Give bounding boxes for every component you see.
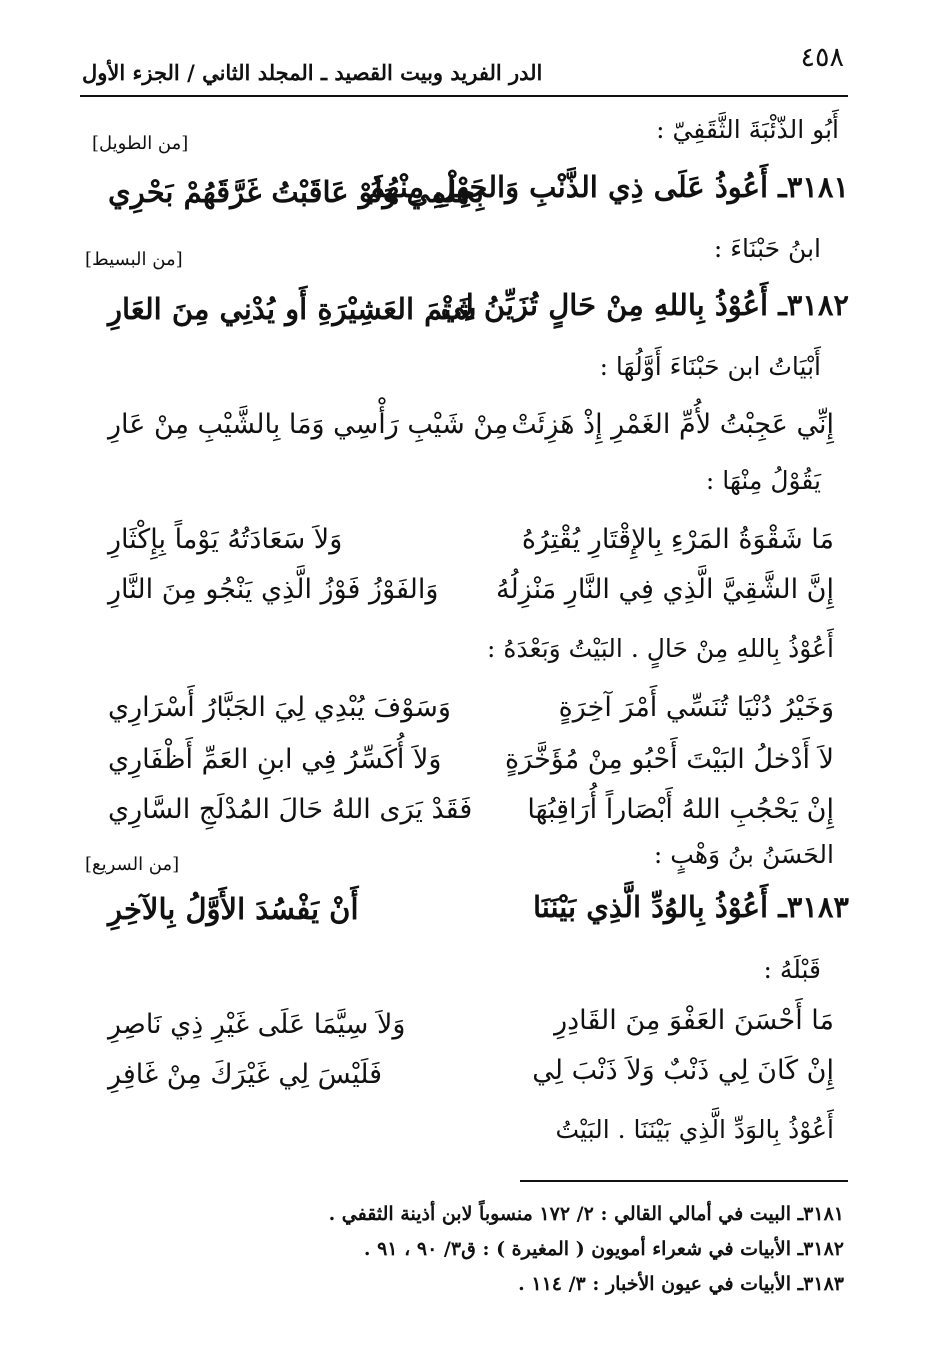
verse-second-hemistich: أَنْ يَفْسُدَ الأَوَّلُ بِالآخِرِ [108,892,359,926]
footnote-rule [520,1180,848,1182]
verse-second-hemistich: وَسَوْفَ يُبْدِي لِيَ الجَبَّارُ أَسْرَارِي [108,692,451,723]
verse-second-hemistich: وَلاَ سِيَّمَا عَلَى غَيْرِ ذِي نَاصِرِ [108,1009,406,1040]
meter-label: [من البسيط] [85,249,183,270]
verse-first-hemistich: إِنَّ الشَّقِيَّ الَّذِي فِي النَّارِ مَنْزِلُهُ [495,574,834,605]
verse-first-hemistich: مَا شَقْوَةُ المَرْءِ بِالإِقْتَارِ يُقْتِرُهُ [521,524,834,555]
meter-label: [من الطويل] [92,133,189,154]
verse-second-hemistich: وَلاَ سَعَادَتُهُ يَوْماً بِإِكْثَارِ [108,524,343,555]
verse-first-hemistich: إِنْ كَانَ لِي ذَنْبٌ وَلاَ ذَنْبَ لِي [532,1055,834,1086]
verse-second-hemistich: فَلَيْسَ لِي غَيْرَكَ مِنْ غَافِرِ [108,1059,383,1090]
verse-first-hemistich: إِنِّي عَجِبْتُ لأُمِّ الغَمْرِ إِذْ هَزِئَتْ [511,409,834,440]
footnote: ٣١٨١ـ البيت في أمالي القالي : ٢/ ١٧٢ منسوباً لابن أذينة الثقفي . [328,1203,844,1225]
header-rule [80,95,848,97]
verse-second-hemistich: بِحِلْمِي وَلَوْ عَاقَبْتُ غَرَّقَهُمْ بَحْرِي [108,175,484,209]
poet-name: الحَسَنُ بنُ وَهْبٍ : [653,840,834,869]
footnote: ٣١٨٣ـ الأبيات في عيون الأخبار : ٣/ ١١٤ . [518,1273,844,1295]
page-number: ٤٥٨ [800,42,844,73]
commentary-line: قَبْلَهُ : [763,955,821,984]
meter-label: [من السريع] [85,854,180,875]
verse-second-hemistich: شَتْمَ العَشِيْرَةِ أَو يُدْنِي مِنَ العَارِ [108,292,477,326]
verse-first-hemistich: لاَ أَدْخلُ البَيْتَ أَحْبُو مِنْ مُؤَخَّرَةٍ [505,744,834,775]
verse-first-hemistich: مَا أَحْسَنَ العَفْوَ مِنَ القَادِرِ [554,1005,834,1036]
verse-first-hemistich: ٣١٨٢ـ أَعُوْذُ بِاللهِ مِنْ حَالٍ تُزَيِّنُ لِي [440,288,849,322]
footnote: ٣١٨٢ـ الأبيات في شعراء أمويون ( المغيرة ) : ق٣/ ٩٠ ، ٩١ . [363,1238,844,1260]
poet-name: ابنُ حَبْنَاءَ : [713,234,821,263]
poet-name: أَبُو الذّئْبَةَ الثَّقَفِيّ : [656,115,839,144]
commentary-line: أَبْيَاتُ ابن حَبْنَاءَ أَوَّلُهَا : [599,352,821,381]
verse-second-hemistich: وَالفَوْزُ فَوْزُ الَّذِي يَنْجُو مِنَ النَّارِ [108,574,439,605]
verse-first-hemistich: إِنْ يَحْجُبِ اللهُ أَبْصَاراً أُرَاقِبُهَا [527,794,834,825]
verse-first-hemistich: ٣١٨٣ـ أَعُوْذُ بِالوُدِّ الَّذِي بَيْنَنَا [532,890,849,924]
commentary-line: يَقُوْلُ مِنْهَا : [705,466,821,495]
running-title: الدر الفريد وبيت القصيد ـ المجلد الثاني / الجزء الأول [82,60,543,85]
commentary-line: أَعُوْذُ بِاللهِ مِنْ حَالٍ . البَيْتُ وَبَعْدَهُ : [487,634,834,663]
verse-second-hemistich: وَلاَ أُكَسِّرُ فِي ابنِ العَمِّ أَظْفَارِي [108,744,442,775]
commentary-line: أَعُوْذُ بِالوَدِّ الَّذِي بَيْنَنَا . البَيْتُ [555,1115,834,1144]
verse-first-hemistich: ٣١٨١ـ أَعُوذُ عَلَى ذِي الذَّنْبِ وَالجَهْلِ مِنْهُمُ [367,170,849,204]
verse-second-hemistich: مِنْ شَيْبِ رَأْسِي وَمَا بِالشَّيْبِ مِنْ عَارِ [108,409,509,440]
verse-first-hemistich: وَخَيْرُ دُنْيَا تُنَسِّي أَمْرَ آخِرَةٍ [558,692,834,723]
verse-second-hemistich: فَقَدْ يَرَى اللهُ حَالَ المُدْلَجِ السَّارِي [108,794,473,825]
